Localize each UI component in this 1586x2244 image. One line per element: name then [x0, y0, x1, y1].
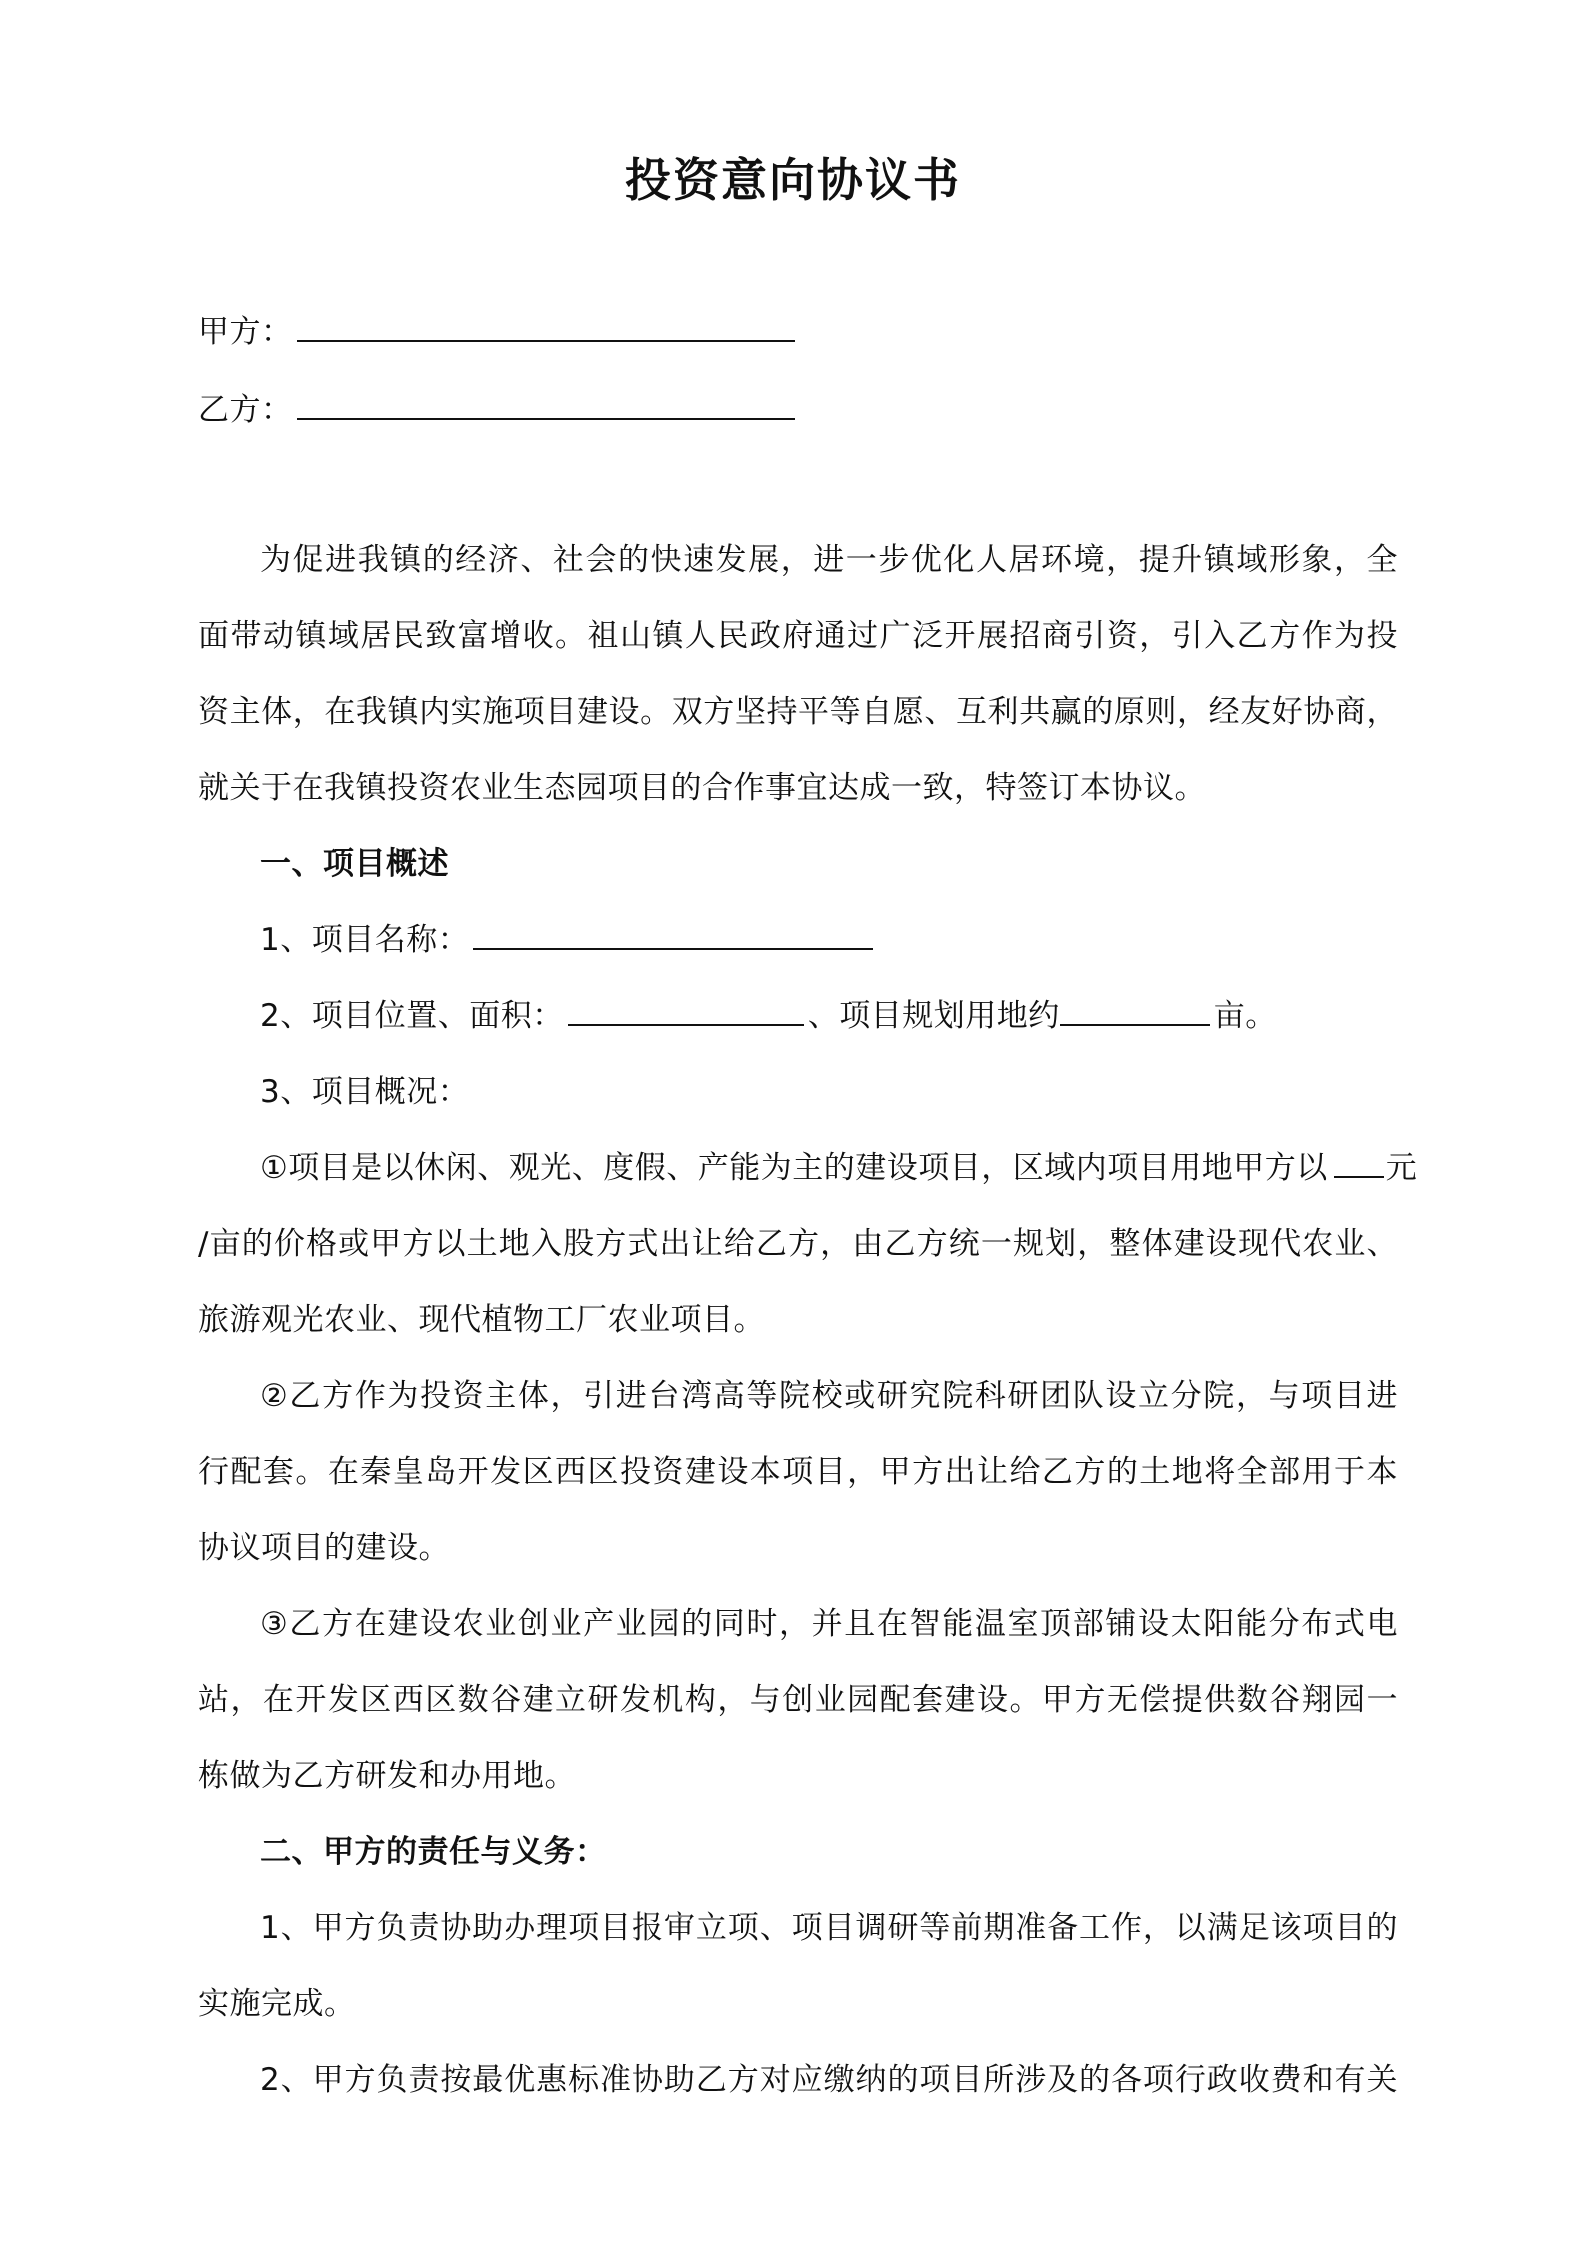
- project-name-label: 1、项目名称：: [260, 922, 470, 958]
- party-a-blank[interactable]: [297, 310, 795, 342]
- project-location-label: 2、项目位置、面积：: [260, 998, 564, 1034]
- overview-1-text: ①项目是以休闲、观光、度假、产能为主的建设项目，区域内项目用地甲方以: [260, 1150, 1328, 1186]
- project-land-blank[interactable]: [1060, 994, 1210, 1026]
- overview-2-line-2: 行配套。在秦皇岛开发区西区投资建设本项目，甲方出让给乙方的土地将全部用于本: [198, 1454, 1398, 1490]
- project-name-line: [260, 916, 1400, 964]
- section-2-item-1-line-2: 实施完成。: [198, 1986, 356, 2022]
- project-location-line: [260, 992, 1400, 1040]
- overview-1-line-1: [260, 1144, 1418, 1192]
- intro-line-1: 为促进我镇的经济、社会的快速发展，进一步优化人居环境，提升镇域形象，全: [260, 542, 1398, 578]
- overview-1-unit: 元: [1385, 1150, 1418, 1186]
- overview-3-line-1: ③乙方在建设农业创业产业园的同时，并且在智能温室顶部铺设太阳能分布式电: [260, 1606, 1398, 1642]
- party-a-line: [198, 308, 1398, 356]
- party-b-line: [198, 386, 1398, 434]
- party-a-label: 甲方：: [198, 314, 293, 350]
- project-land-label: 、项目规划用地约: [807, 998, 1060, 1034]
- overview-1-line-2: /亩的价格或甲方以土地入股方式出让给乙方，由乙方统一规划，整体建设现代农业、: [198, 1226, 1398, 1262]
- section-2-item-1-line-1: 1、甲方负责协助办理项目报审立项、项目调研等前期准备工作，以满足该项目的: [260, 1910, 1398, 1946]
- overview-3-line-3: 栋做为乙方研发和办用地。: [198, 1758, 576, 1794]
- section-1-heading: 一、项目概述: [260, 846, 449, 882]
- document-title: 投资意向协议书: [625, 153, 961, 207]
- project-location-blank[interactable]: [568, 994, 804, 1026]
- project-land-unit: 亩。: [1213, 998, 1277, 1034]
- overview-3-line-2: 站，在开发区西区数谷建立研发机构，与创业园配套建设。甲方无偿提供数谷翔园一: [198, 1682, 1398, 1718]
- intro-line-2: 面带动镇域居民致富增收。祖山镇人民政府通过广泛开展招商引资，引入乙方作为投: [198, 618, 1398, 654]
- section-2-item-2-line-1: 2、甲方负责按最优惠标准协助乙方对应缴纳的项目所涉及的各项行政收费和有关: [260, 2062, 1398, 2098]
- project-overview-label: 3、项目概况：: [260, 1074, 470, 1110]
- intro-line-3: 资主体，在我镇内实施项目建设。双方坚持平等自愿、互利共赢的原则，经友好协商，: [198, 694, 1398, 730]
- intro-line-4: 就关于在我镇投资农业生态园项目的合作事宜达成一致，特签订本协议。: [198, 770, 1206, 806]
- overview-2-line-3: 协议项目的建设。: [198, 1530, 450, 1566]
- project-name-blank[interactable]: [473, 918, 873, 950]
- section-2-heading: 二、甲方的责任与义务：: [260, 1834, 607, 1870]
- party-b-label: 乙方：: [198, 392, 293, 428]
- overview-1-line-3: 旅游观光农业、现代植物工厂农业项目。: [198, 1302, 765, 1338]
- overview-2-line-1: ②乙方作为投资主体，引进台湾高等院校或研究院科研团队设立分院，与项目进: [260, 1378, 1398, 1414]
- party-b-blank[interactable]: [297, 388, 795, 420]
- price-blank[interactable]: [1334, 1146, 1384, 1178]
